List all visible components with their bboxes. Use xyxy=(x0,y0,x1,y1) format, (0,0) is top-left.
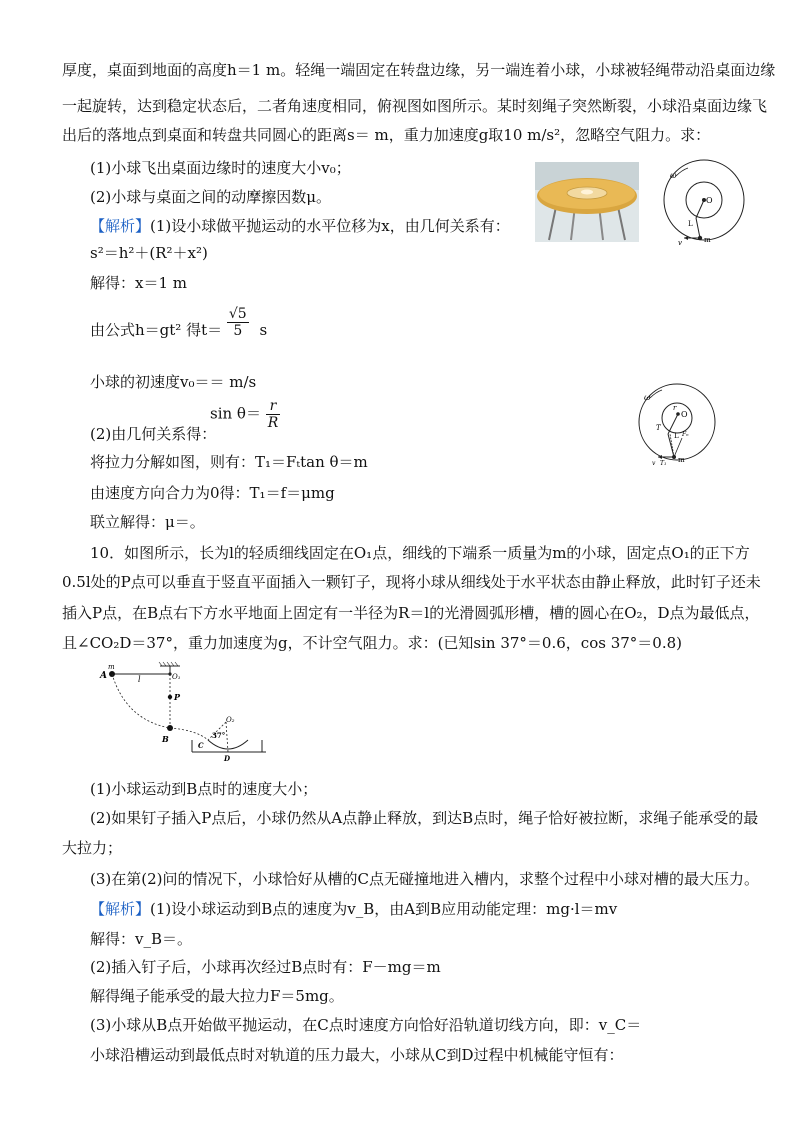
equation: 小球沿槽运动到最低点时对轨道的压力最大，小球从C到D过程中机械能守恒有： xyxy=(90,1046,624,1064)
solution-text: (1)设小球运动到B点的速度为v_B，由A到B应用动能定理：mg·l＝mv xyxy=(150,900,618,918)
fraction xyxy=(227,306,249,339)
solution-tag: 【解析】 xyxy=(90,217,151,235)
l-label: L xyxy=(674,432,679,440)
d-label: D xyxy=(224,754,231,763)
question-3: (3)在第(2)问的情况下，小球恰好从槽的C点无碰撞地进入槽内，求整个过程中小球对槽的最大压力。 xyxy=(90,870,759,888)
force-diagram xyxy=(630,382,720,472)
unit: s xyxy=(259,321,268,339)
r-label: r xyxy=(673,404,677,412)
question-2: (2)如果钉子插入P点后，小球仍然从A点静止释放，到达B点时，绳子恰好被拉断，求绳子能承受的最 xyxy=(90,809,759,827)
equation: 由速度方向合力为0得：T₁＝f＝μmg xyxy=(90,484,335,502)
equation-text: sin θ＝ xyxy=(210,404,261,423)
text-line: 厚度，桌面到地面的高度h＝1 m。轻绳一端固定在转盘边缘，另一端连着小球，小球被轻绳带动沿桌面边缘 xyxy=(62,61,776,79)
problem-line: 0.5l处的P点可以垂直于竖直平面插入一颗钉子，现将小球从细线处于水平状态由静止释放，此时钉子还未 xyxy=(62,573,761,591)
m-label: m xyxy=(678,456,685,464)
equation: 联立解得：μ＝。 xyxy=(90,513,205,531)
t-label: T xyxy=(656,424,661,432)
equation: s²＝h²＋(R²＋x²) xyxy=(90,244,208,262)
omega-label: ω xyxy=(670,171,677,180)
v-label: v xyxy=(652,460,656,467)
fraction-denominator: R xyxy=(267,415,279,431)
equation-text: 由公式h＝gt² 得t＝ xyxy=(90,321,223,339)
o2-label: O₂ xyxy=(226,716,235,724)
m-label: m xyxy=(108,663,115,671)
o1-label: O₁ xyxy=(172,673,181,681)
text-line: 出后的落地点到桌面和转盘共同圆心的距离s＝ m，重力加速度g取10 m/s²，忽略空气阻力。求： xyxy=(62,126,711,144)
fraction xyxy=(266,398,281,431)
equation: 解得：v_B＝。 xyxy=(90,930,192,948)
equation: (2)插入钉子后，小球再次经过B点时有：F－mg＝m xyxy=(90,958,441,976)
l-label: L xyxy=(688,220,693,228)
fraction-numerator: √5 xyxy=(228,305,247,322)
problem-line: 10．如图所示，长为l的轻质细线固定在O₁点，细线的下端系一质量为m的小球，固定点O₁的正下方 xyxy=(90,544,750,562)
fraction-numerator: r xyxy=(266,398,281,415)
equation xyxy=(210,398,280,431)
b-label: B xyxy=(162,734,169,744)
text-line: 一起旋转，达到稳定状态后，二者角速度相同，俯视图如图所示。某时刻绳子突然断裂，小球沿桌面边缘飞 xyxy=(62,97,768,115)
equation: 解得绳子能承受的最大拉力F＝5mg。 xyxy=(90,987,344,1005)
question-1: (1)小球运动到B点时的速度大小； xyxy=(90,780,318,798)
omega-label: ω xyxy=(644,393,651,402)
equation: (3)小球从B点开始做平抛运动，在C点时速度方向恰好沿轨道切线方向，即：v_C＝ xyxy=(90,1016,642,1034)
m-label: m xyxy=(704,236,711,244)
p-label: P xyxy=(174,692,181,702)
question-2: (2)小球与桌面之间的动摩擦因数μ。 xyxy=(90,188,331,206)
solution-tag: 【解析】 xyxy=(90,900,151,918)
question-1: (1)小球飞出桌面边缘时的速度大小v₀； xyxy=(90,159,351,177)
equation: 解得：x＝1 m xyxy=(90,274,187,292)
pendulum-diagram xyxy=(96,662,276,772)
question-2-cont: 大拉力； xyxy=(62,839,123,857)
l-label: l xyxy=(138,675,141,684)
problem-line: 且∠CO₂D＝37°，重力加速度为g，不计空气阻力。求：(已知sin 37°＝0.6，cos 37°＝0.8) xyxy=(62,634,682,652)
v-label: v xyxy=(678,239,682,247)
f-label: Fₙ xyxy=(682,431,689,438)
fraction-denominator: 5 xyxy=(233,322,243,339)
solution-line xyxy=(90,899,617,919)
angle-label: 37° xyxy=(212,731,226,740)
equation: 小球的初速度v₀＝＝ m/s xyxy=(90,373,257,391)
problem-line: 插入P点，在B点右下方水平地面上固定有一半径为R＝l的光滑圆弧形槽，槽的圆心在O₂，D点为最低点， xyxy=(62,604,760,622)
c-label: C xyxy=(198,741,204,750)
o-label: O xyxy=(706,196,713,205)
turntable-photo xyxy=(535,162,639,242)
top-view-diagram xyxy=(658,158,750,248)
t1-label: T₁ xyxy=(660,460,667,467)
solution-text: (1)设小球做平抛运动的水平位移为x，由几何关系有： xyxy=(150,217,510,235)
equation: 将拉力分解如图，则有：T₁＝Fₜtan θ＝m xyxy=(90,453,368,471)
a-label: A xyxy=(100,671,107,681)
solution-line xyxy=(90,216,510,236)
equation xyxy=(90,305,268,340)
o-label: O xyxy=(681,410,688,419)
equation: (2)由几何关系得： xyxy=(90,425,217,443)
